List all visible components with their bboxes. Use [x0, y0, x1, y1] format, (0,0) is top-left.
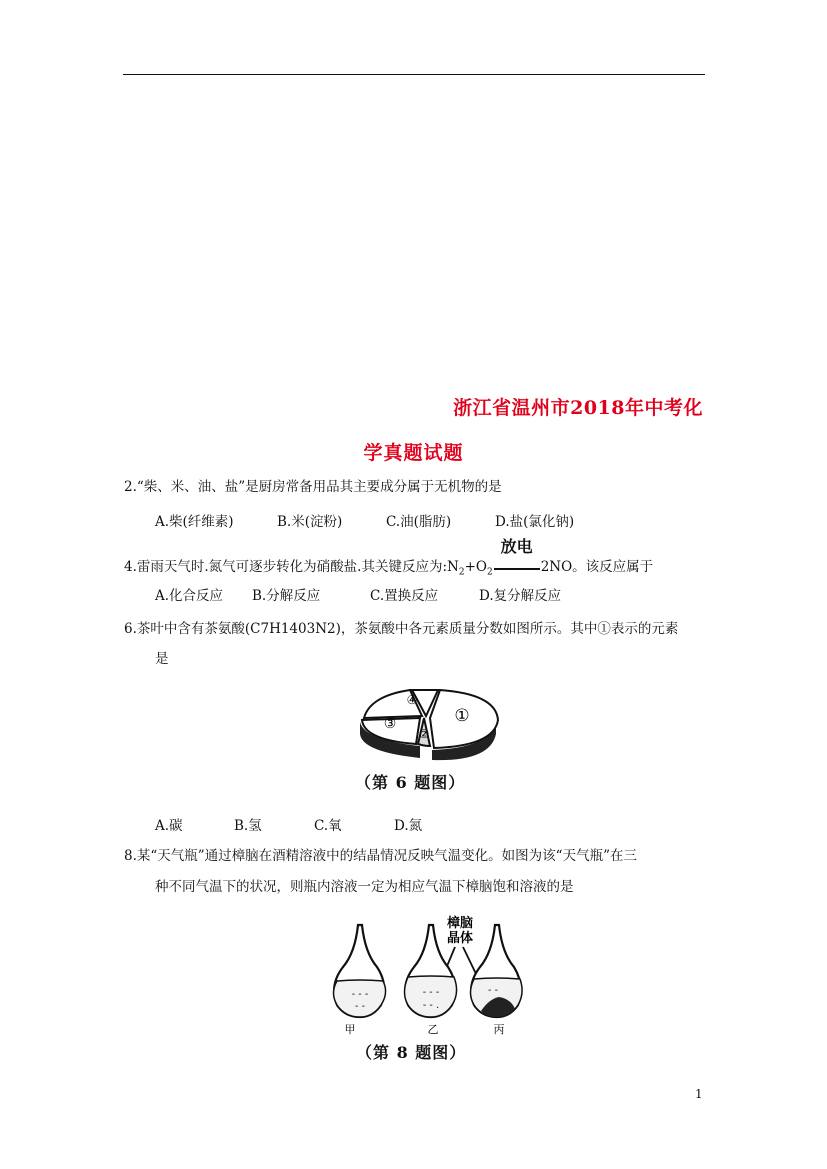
q6-stem-line-2: 是	[155, 651, 169, 667]
q2-option-c: C.油(脂肪)	[386, 514, 452, 530]
pie-label-1: ①	[454, 706, 470, 726]
svg-text:- -: - -	[488, 985, 498, 996]
header-rule	[123, 74, 705, 75]
q4-plus-o: +O	[464, 559, 487, 575]
q6-stem-line-1: 6.茶叶中含有茶氨酸(C7H1403N2)，茶氨酸中各元素质量分数如图所示。其中①表示的元素	[124, 621, 679, 637]
reaction-arrow-line	[494, 568, 540, 570]
q6-option-a: A.碳	[155, 818, 183, 834]
q2-option-a: A.柴(纤维素)	[155, 514, 234, 530]
q8-stem-line-1: 8.某“天气瓶”通过樟脑在酒精溶液中的结晶情况反映气温变化。如图为该“天气瓶”在三	[124, 848, 637, 864]
figure-6-caption: （第 6 题图）	[355, 773, 466, 792]
q8-stem-line-2: 种不同气温下的状况，则瓶内溶液一定为相应气温下樟脑饱和溶液的是	[155, 879, 574, 895]
q2-option-d: D.盐(氯化钠)	[495, 514, 575, 530]
svg-text:- -: - -	[355, 1001, 365, 1012]
svg-text:- - .: - - .	[422, 1000, 440, 1011]
bottle-bing	[471, 925, 523, 1017]
reaction-arrow	[494, 536, 540, 575]
camphor-label-1: 樟脑	[446, 916, 474, 931]
q4-options	[155, 584, 561, 604]
q6-option-c: C.氧	[314, 818, 342, 834]
bottle-label-yi: 乙	[427, 1023, 439, 1036]
q6-options	[155, 814, 422, 834]
q2-options	[155, 510, 574, 530]
q2-stem: 2.“柴、米、油、盐”是厨房常备用品其主要成分属于无机物的是	[124, 479, 502, 495]
q4-option-b: B.分解反应	[252, 588, 321, 604]
weather-bottles-figure	[325, 915, 525, 1040]
q6-option-b: B.氢	[234, 818, 262, 834]
q4-option-d: D.复分解反应	[479, 588, 562, 604]
pie-label-3: ③	[383, 716, 397, 732]
q6-option-d: D.氮	[394, 818, 423, 834]
bottle-jia	[334, 925, 386, 1017]
title-line-2: 学真题试题	[363, 442, 464, 464]
q4-stem-before: 4.雷雨天气时.氮气可逐步转化为硝酸盐.其关键反应为:N	[124, 559, 459, 575]
q4-stem-after: 2NO。该反应属于	[540, 559, 654, 575]
bottle-label-bing: 丙	[493, 1023, 505, 1036]
q4-sub-2: 2	[486, 567, 493, 578]
q4-option-a: A.化合反应	[155, 588, 224, 604]
pie-label-4: ④	[406, 693, 418, 707]
pie-chart-figure	[350, 682, 510, 764]
reaction-condition: 放电	[500, 536, 533, 556]
figure-8-caption: （第 8 题图）	[356, 1043, 467, 1062]
bottle-label-jia: 甲	[344, 1023, 356, 1036]
camphor-label-2: 晶体	[446, 931, 474, 946]
page-number: 1	[695, 1087, 703, 1101]
q4-option-c: C.置换反应	[370, 588, 439, 604]
q4-sub-1: 2	[458, 567, 465, 578]
svg-text:- - -: - - -	[351, 989, 369, 1000]
q2-option-b: B.米(淀粉)	[277, 514, 343, 530]
svg-text:- - -: - - -	[422, 987, 440, 998]
title-line-1: 浙江省温州市2018年中考化	[453, 397, 703, 419]
q4-stem	[124, 536, 654, 582]
pie-label-2: ②	[418, 727, 430, 741]
